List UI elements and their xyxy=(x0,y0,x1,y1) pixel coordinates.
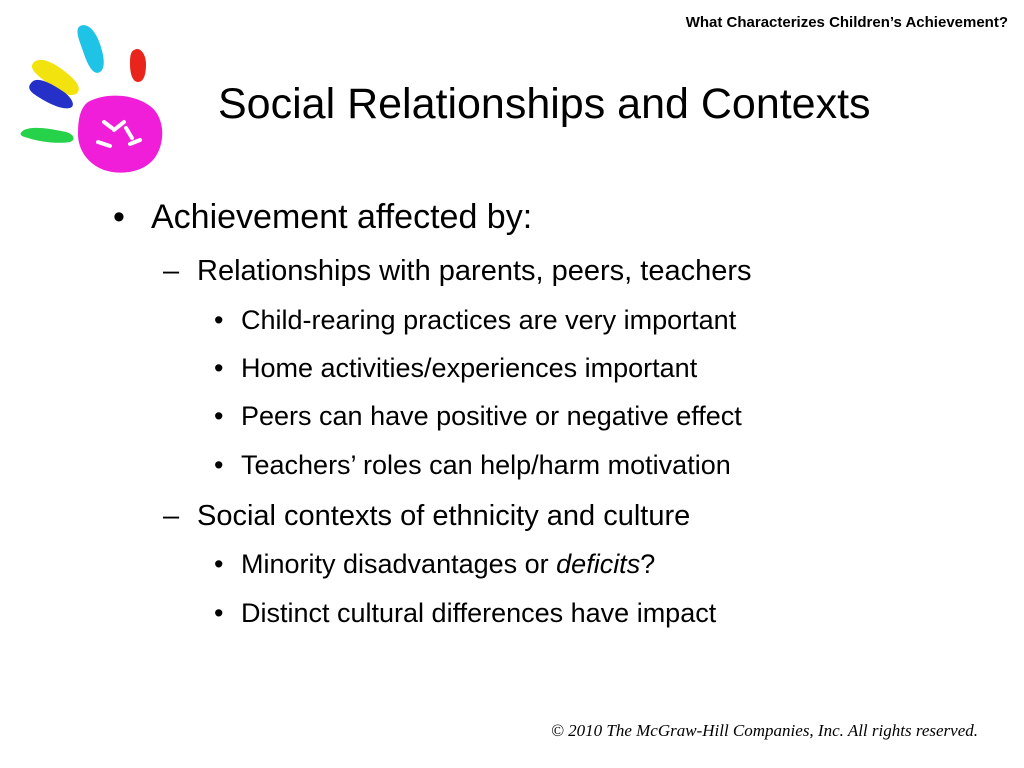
list-item xyxy=(214,353,697,384)
list-item-text: Peers can have positive or negative effect xyxy=(241,401,742,431)
list-item xyxy=(214,401,742,432)
list-item-text: Distinct cultural differences have impact xyxy=(241,598,717,628)
list-item xyxy=(214,549,655,580)
list-item xyxy=(163,500,690,533)
question-mark: ? xyxy=(640,549,656,579)
page-title: Social Relationships and Contexts xyxy=(218,80,871,128)
list-item xyxy=(214,305,736,336)
dash-marker: – xyxy=(163,500,180,532)
list-item xyxy=(214,450,731,481)
list-item-text: Achievement affected by: xyxy=(151,198,533,236)
bullet-marker: • xyxy=(214,450,224,480)
list-item-text: Minority disadvantages or xyxy=(241,549,557,579)
italic-emphasis: deficits xyxy=(556,549,641,579)
list-item-text: Relationships with parents, peers, teachers xyxy=(197,255,752,287)
dash-marker: – xyxy=(163,255,180,287)
copyright-footer: © 2010 The McGraw-Hill Companies, Inc. All rights reserved. xyxy=(550,721,978,740)
list-item xyxy=(113,198,532,237)
list-item-text: Child-rearing practices are very important xyxy=(241,305,737,335)
list-item-text: Teachers’ roles can help/harm motivation xyxy=(241,450,731,480)
bullet-marker: • xyxy=(214,598,224,628)
list-item-text: Social contexts of ethnicity and culture xyxy=(197,500,691,532)
bullet-marker: • xyxy=(214,401,224,431)
bullet-marker: • xyxy=(214,353,224,383)
list-item-text: Home activities/experiences important xyxy=(241,353,698,383)
list-item xyxy=(214,598,716,629)
bullet-marker: • xyxy=(214,549,224,579)
header-note: What Characterizes Children’s Achievement? xyxy=(685,14,1008,31)
list-item xyxy=(163,255,752,288)
bullet-marker: • xyxy=(214,305,224,335)
bullet-marker: • xyxy=(113,198,125,236)
